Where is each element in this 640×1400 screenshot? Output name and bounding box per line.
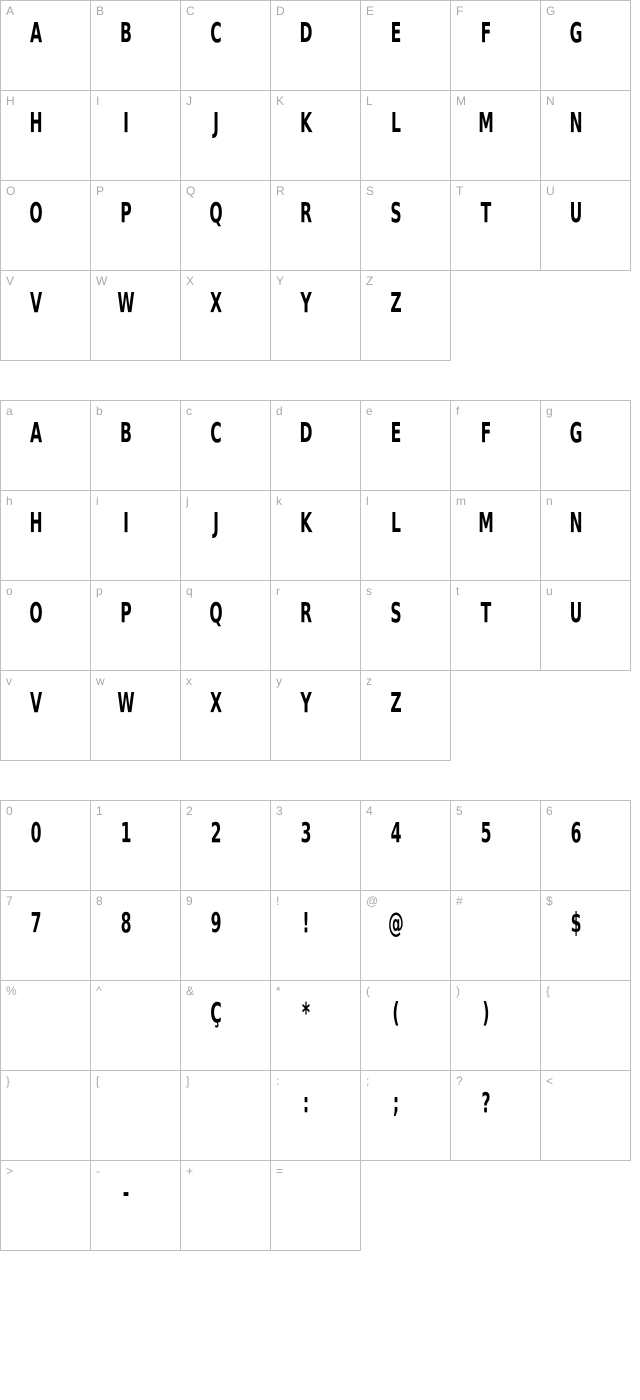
glyph-cell-label: f [456,404,460,418]
glyph-cell-label: F [456,4,464,18]
glyph-cell-label: L [366,94,373,108]
glyph-preview: Y [300,686,312,719]
glyph-cell-label: x [186,674,192,688]
glyph-cell-label: 0 [6,804,13,818]
glyph-cell [1,181,91,271]
glyph-preview: Z [390,286,402,319]
glyph-preview: 3 [300,816,312,849]
glyph-cell [181,801,271,891]
glyph-cell [91,401,181,491]
glyph-cell [181,1161,271,1251]
glyph-cell [451,91,541,181]
glyph-cell-label: - [96,1164,100,1178]
glyph-preview: V [29,686,43,719]
glyph-cell-label: U [546,184,555,198]
glyph-cell [181,891,271,981]
glyph-cell [361,1071,451,1161]
glyph-preview: I [123,106,129,139]
glyph-cell [271,801,361,891]
glyph-preview: E [390,416,402,449]
glyph-cell-label: M [456,94,466,108]
glyph-cell [451,401,541,491]
glyph-cell [181,271,271,361]
glyph-cell [91,671,181,761]
glyph-cell [361,891,451,981]
glyph-cell [91,891,181,981]
glyph-cell-label: P [96,184,105,198]
glyph-cell-label: c [186,404,192,418]
glyph-cell-label: u [546,584,553,598]
glyph-cell-label: g [546,404,553,418]
glyph-cell [541,581,631,671]
glyph-preview: D [299,16,313,49]
glyph-cell-label: 5 [456,804,463,818]
glyph-cell [451,1,541,91]
glyph-cell [181,581,271,671]
glyph-cell-label: V [6,274,15,288]
glyph-cell-label: K [276,94,285,108]
glyph-cell-label: = [276,1164,284,1178]
glyph-cell [181,1,271,91]
glyph-cell [361,91,451,181]
glyph-cell-label: l [366,494,369,508]
glyph-cell-label: a [6,404,13,418]
glyph-cell [451,981,541,1071]
glyph-cell [91,491,181,581]
glyph-cell-label: j [186,494,189,508]
glyph-preview: F [480,416,492,449]
glyph-cell-label: q [186,584,193,598]
glyph-cell-label: D [276,4,285,18]
glyph-preview: S [390,196,402,229]
glyph-cell-label: G [546,4,556,18]
glyph-cell [361,981,451,1071]
glyph-preview: ( [392,996,400,1029]
glyph-cell [361,1,451,91]
glyph-cell [181,671,271,761]
glyph-cell [181,91,271,181]
glyph-preview: Z [390,686,402,719]
glyph-preview: 9 [210,906,222,939]
glyph-cell [361,271,451,361]
glyph-preview: 4 [390,816,402,849]
uppercase-glyph-grid [0,0,631,361]
glyph-preview: U [569,596,583,629]
glyph-cell [271,491,361,581]
glyph-preview: S [390,596,402,629]
glyph-cell [1,1,91,91]
glyph-cell-label: + [186,1164,194,1178]
glyph-cell [541,91,631,181]
glyph-preview: 0 [30,816,42,849]
glyph-cell-label: t [456,584,460,598]
glyph-cell-label: ( [366,984,370,998]
glyph-preview: M [478,506,494,539]
glyph-preview: R [299,196,313,229]
glyph-preview: O [29,196,43,229]
glyph-preview: Ç [210,996,222,1029]
glyph-cell [271,401,361,491]
glyph-preview: K [299,506,313,539]
glyph-cell-label: { [546,984,551,998]
glyph-cell [1,1071,91,1161]
glyph-cell-label: 7 [6,894,13,908]
glyph-cell-label: H [6,94,15,108]
glyph-cell [181,981,271,1071]
glyph-preview: B [120,416,132,449]
glyph-cell [451,891,541,981]
glyph-cell-label: d [276,404,283,418]
glyph-preview: 5 [480,816,492,849]
glyph-cell [1,891,91,981]
glyph-cell-label: w [96,674,105,688]
glyph-cell [271,1161,361,1251]
glyph-cell [91,981,181,1071]
glyph-preview: I [123,506,129,539]
glyph-preview: H [29,106,43,139]
glyph-preview: O [29,596,43,629]
glyph-preview: P [120,196,132,229]
glyph-cell-label: J [186,94,192,108]
glyph-cell [361,581,451,671]
glyph-cell [361,671,451,761]
glyph-preview: ) [482,996,490,1029]
glyph-preview: M [478,106,494,139]
glyph-cell-label: z [366,674,372,688]
glyph-cell-label: y [276,674,282,688]
glyph-preview: J [213,506,219,539]
glyph-cell-label: ^ [96,984,102,998]
glyph-cell-label: # [456,894,463,908]
glyph-cell-label: ; [366,1074,370,1088]
glyph-preview: J [213,106,219,139]
glyph-cell [271,91,361,181]
glyph-cell-label: O [6,184,16,198]
glyph-cell [1,401,91,491]
glyph-preview: Q [209,596,223,629]
glyph-preview: W [117,686,135,719]
glyph-cell [181,1071,271,1161]
glyph-cell [541,1,631,91]
glyph-cell-label: B [96,4,105,18]
glyph-cell-label: ? [456,1074,463,1088]
glyph-preview: C [210,16,222,49]
glyph-cell-label: % [6,984,17,998]
glyph-cell-label: A [6,4,15,18]
glyph-cell-label: i [96,494,99,508]
glyph-cell-label: Z [366,274,374,288]
glyph-cell [271,981,361,1071]
glyph-cell [1,581,91,671]
glyph-cell-label: 1 [96,804,103,818]
glyph-preview: 7 [30,906,42,939]
glyph-cell [1,671,91,761]
glyph-cell [451,801,541,891]
glyph-cell-label: p [96,584,103,598]
glyph-preview: L [391,106,401,139]
glyph-preview: D [299,416,313,449]
glyph-cell-label: v [6,674,12,688]
glyph-preview: X [209,686,223,719]
glyph-cell [91,181,181,271]
glyph-cell-label: 9 [186,894,193,908]
glyph-cell [1,801,91,891]
glyph-cell-label: b [96,404,103,418]
glyph-preview: N [569,506,583,539]
glyph-cell [451,1071,541,1161]
glyph-cell [181,491,271,581]
glyph-cell-label: } [6,1074,11,1088]
glyph-cell-label: S [366,184,375,198]
glyph-cell [271,671,361,761]
glyph-preview: U [569,196,583,229]
glyph-cell [91,91,181,181]
glyph-preview: C [210,416,222,449]
glyph-cell-label: 3 [276,804,283,818]
glyph-cell [451,581,541,671]
glyph-preview: E [390,16,402,49]
glyph-preview: 1 [120,816,132,849]
glyph-cell-label: m [456,494,466,508]
glyph-cell [91,581,181,671]
glyph-cell [361,181,451,271]
glyph-cell [541,401,631,491]
glyph-preview: P [120,596,132,629]
glyph-preview: R [299,596,313,629]
glyph-cell-label: 8 [96,894,103,908]
glyph-cell [271,271,361,361]
glyph-preview: @ [388,906,404,939]
glyph-cell-label: * [276,984,281,998]
glyph-cell-label: @ [366,894,379,908]
glyph-cell [1,1161,91,1251]
glyph-cell-label: s [366,584,372,598]
glyph-cell-label: T [456,184,464,198]
glyph-preview: 6 [570,816,582,849]
glyph-preview: G [569,16,583,49]
numbers-symbols-glyph-grid [0,800,631,1251]
glyph-cell-label: ) [456,984,460,998]
glyph-cell [541,491,631,581]
glyph-cell [541,891,631,981]
glyph-cell-label: 2 [186,804,193,818]
glyph-cell-label: > [6,1164,14,1178]
glyph-preview: V [29,286,43,319]
glyph-cell-label: n [546,494,553,508]
glyph-cell [1,271,91,361]
glyph-cell-label: [ [96,1074,100,1088]
glyph-cell [91,1,181,91]
glyph-cell-label: R [276,184,285,198]
glyph-preview: - [122,1176,130,1209]
glyph-preview: : [302,1086,310,1119]
glyph-cell [1,91,91,181]
glyph-cell [451,491,541,581]
glyph-preview: K [299,106,313,139]
glyph-preview: A [29,416,43,449]
glyph-cell [271,1071,361,1161]
glyph-preview: T [480,596,492,629]
glyph-cell-label: : [276,1074,280,1088]
glyph-cell-label: $ [546,894,553,908]
glyph-cell [91,271,181,361]
glyph-cell-label: e [366,404,373,418]
glyph-cell [451,181,541,271]
glyph-cell-label: X [186,274,195,288]
glyph-cell [541,801,631,891]
glyph-preview: $ [570,906,582,939]
glyph-cell-label: Q [186,184,196,198]
glyph-cell [541,981,631,1071]
glyph-preview: B [120,16,132,49]
glyph-cell-label: r [276,584,280,598]
glyph-cell-label: ! [276,894,280,908]
glyph-cell-label: 6 [546,804,553,818]
glyph-cell-label: W [96,274,108,288]
glyph-preview: W [117,286,135,319]
glyph-cell [1,491,91,581]
glyph-cell [541,181,631,271]
glyph-preview: A [29,16,43,49]
glyph-preview: L [391,506,401,539]
glyph-cell [181,401,271,491]
glyph-preview: Y [300,286,312,319]
glyph-cell [361,491,451,581]
glyph-cell-label: & [186,984,195,998]
glyph-preview: X [209,286,223,319]
glyph-cell-label: C [186,4,195,18]
glyph-preview: F [480,16,492,49]
glyph-preview: Q [209,196,223,229]
glyph-cell [91,801,181,891]
glyph-cell-label: o [6,584,13,598]
glyph-preview: N [569,106,583,139]
glyph-cell [271,181,361,271]
glyph-cell-label: I [96,94,100,108]
glyph-cell-label: ] [186,1074,190,1088]
glyph-cell [271,891,361,981]
glyph-cell [1,981,91,1071]
glyph-cell-label: k [276,494,282,508]
glyph-cell [271,1,361,91]
glyph-cell-label: Y [276,274,285,288]
glyph-preview: ! [302,906,310,939]
glyph-preview: 2 [210,816,222,849]
glyph-cell-label: E [366,4,375,18]
glyph-cell [271,581,361,671]
glyph-cell-label: 4 [366,804,373,818]
glyph-cell [181,181,271,271]
glyph-cell [91,1161,181,1251]
glyph-preview: 8 [120,906,132,939]
glyph-cell-label: h [6,494,13,508]
glyph-preview: H [29,506,43,539]
glyph-cell [91,1071,181,1161]
glyph-cell-label: < [546,1074,554,1088]
glyph-preview: ? [481,1086,491,1119]
glyph-cell [361,801,451,891]
lowercase-glyph-grid [0,400,631,761]
glyph-cell [361,401,451,491]
glyph-preview: G [569,416,583,449]
glyph-cell-label: N [546,94,555,108]
glyph-preview: * [301,996,311,1029]
glyph-preview: ; [392,1086,400,1119]
glyph-cell [541,1071,631,1161]
glyph-preview: T [480,196,492,229]
